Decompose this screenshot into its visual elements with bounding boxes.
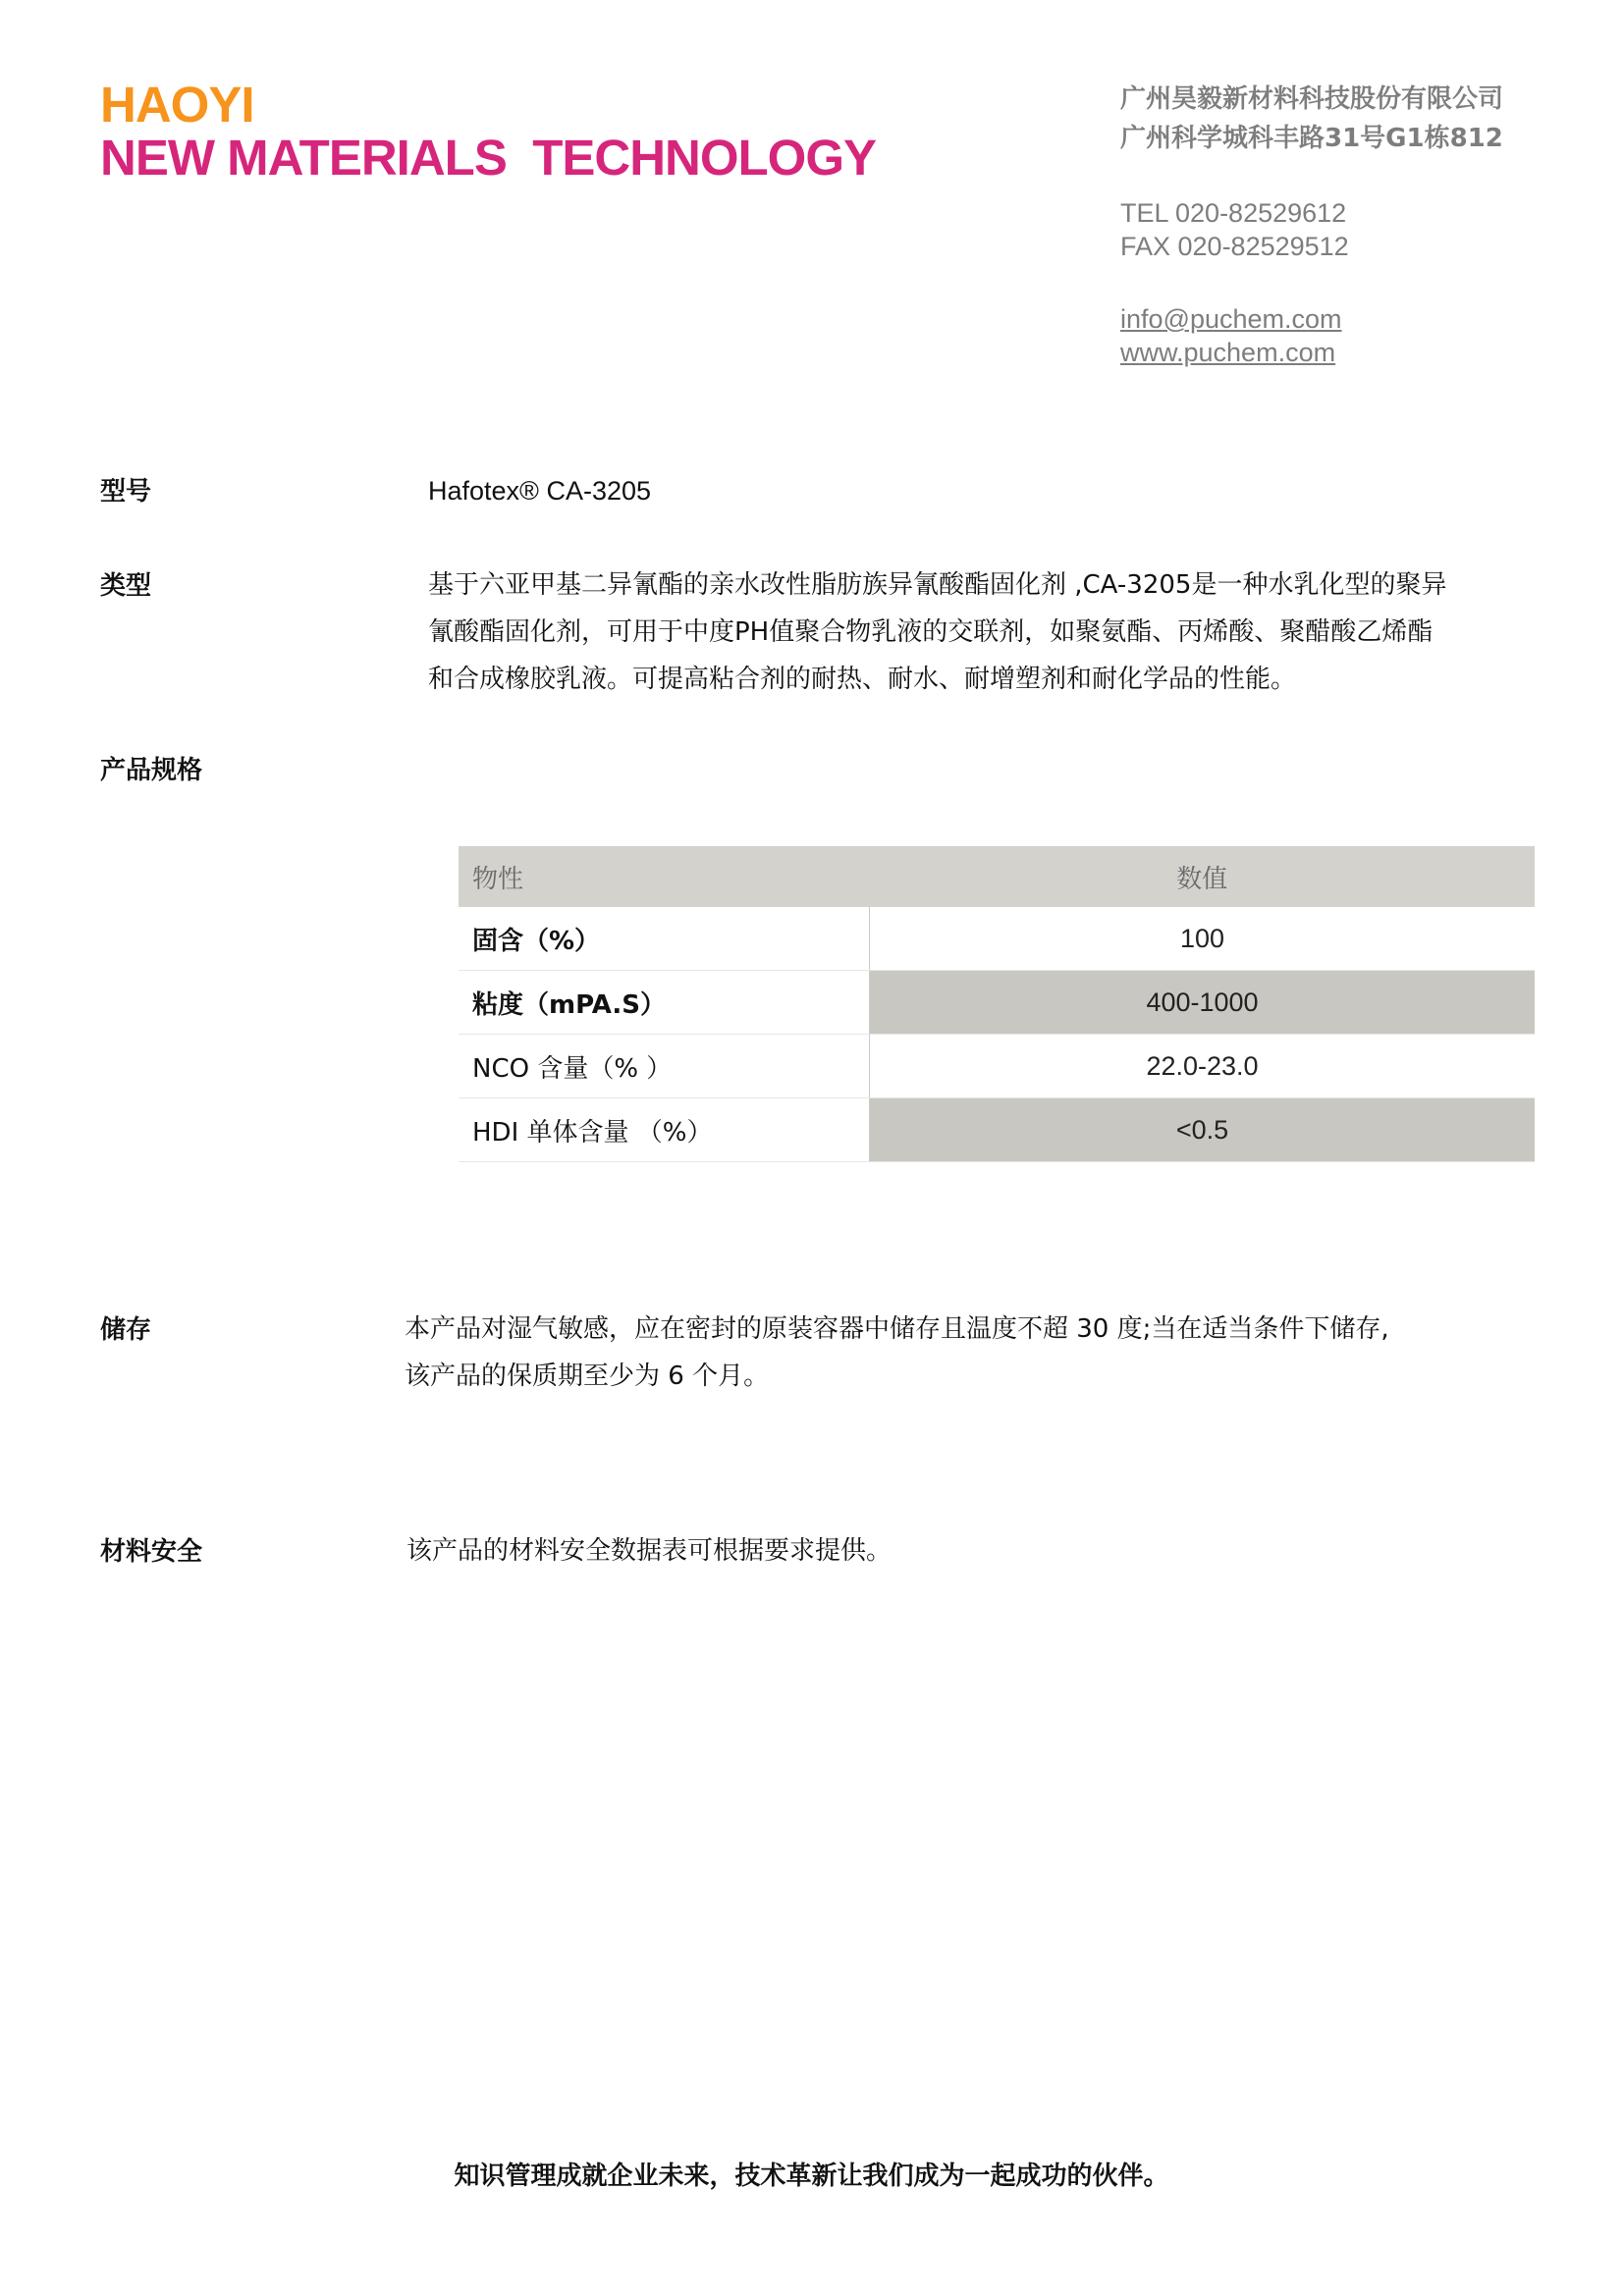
type-line: 基于六亚甲基二异氰酯的亲水改性脂肪族异氰酸酯固化剂 ,CA-3205是一种水乳化型的聚异 bbox=[428, 570, 1447, 600]
safety-label: 材料安全 bbox=[100, 1537, 203, 1567]
company-name: 广州昊毅新材料科技股份有限公司 bbox=[1120, 84, 1504, 114]
table-row bbox=[459, 1035, 1535, 1098]
property-cell: 粘度（mPA.S） bbox=[459, 971, 870, 1035]
company-address: 广州科学城科丰路31号G1栋812 bbox=[1120, 124, 1503, 153]
storage-label: 储存 bbox=[100, 1315, 152, 1345]
type-line: 和合成橡胶乳液。可提高粘合剂的耐热、耐水、耐增塑剂和耐化学品的性能。 bbox=[428, 665, 1297, 694]
column-header-property: 物性 bbox=[459, 846, 870, 907]
model-label: 型号 bbox=[100, 477, 152, 507]
model-value: Hafotex® CA-3205 bbox=[428, 476, 652, 506]
type-description bbox=[428, 561, 1538, 703]
spec-label: 产品规格 bbox=[100, 756, 203, 785]
table-row bbox=[459, 1098, 1535, 1162]
storage-line: 本产品对湿气敏感，应在密封的原装容器中储存且温度不超 30 度;当在适当条件下储存, bbox=[405, 1314, 1389, 1344]
table-row bbox=[459, 907, 1535, 971]
brand-tagline: NEW MATERIALS TECHNOLOGY bbox=[100, 130, 877, 186]
value-cell: 22.0-23.0 bbox=[870, 1035, 1536, 1098]
fax-number: FAX 020-82529512 bbox=[1120, 232, 1349, 261]
footer-slogan: 知识管理成就企业未来，技术革新让我们成为一起成功的伙伴。 bbox=[454, 2162, 1169, 2191]
value-cell: <0.5 bbox=[870, 1098, 1536, 1162]
type-line: 氰酸酯固化剂，可用于中度PH值聚合物乳液的交联剂，如聚氨酯、丙烯酸、聚醋酸乙烯酯 bbox=[428, 617, 1434, 647]
property-cell: HDI 单体含量 （%） bbox=[459, 1098, 870, 1162]
spec-table bbox=[459, 846, 1535, 1162]
property-cell: NCO 含量（% ） bbox=[459, 1035, 870, 1098]
safety-description: 该产品的材料安全数据表可根据要求提供。 bbox=[406, 1536, 893, 1566]
table-header-row bbox=[459, 846, 1535, 907]
property-cell: 固含（%） bbox=[459, 907, 870, 971]
column-header-value: 数值 bbox=[870, 846, 1536, 907]
value-cell: 100 bbox=[870, 907, 1536, 971]
storage-description bbox=[405, 1306, 1534, 1400]
type-label: 类型 bbox=[100, 571, 152, 601]
brand-name: HAOYI bbox=[100, 77, 254, 133]
website-link[interactable]: www.puchem.com bbox=[1120, 338, 1336, 367]
table-row bbox=[459, 971, 1535, 1035]
value-cell: 400-1000 bbox=[870, 971, 1536, 1035]
storage-line: 该产品的保质期至少为 6 个月。 bbox=[405, 1362, 770, 1391]
email-link[interactable]: info@puchem.com bbox=[1120, 304, 1342, 334]
tel-number: TEL 020-82529612 bbox=[1120, 198, 1347, 228]
